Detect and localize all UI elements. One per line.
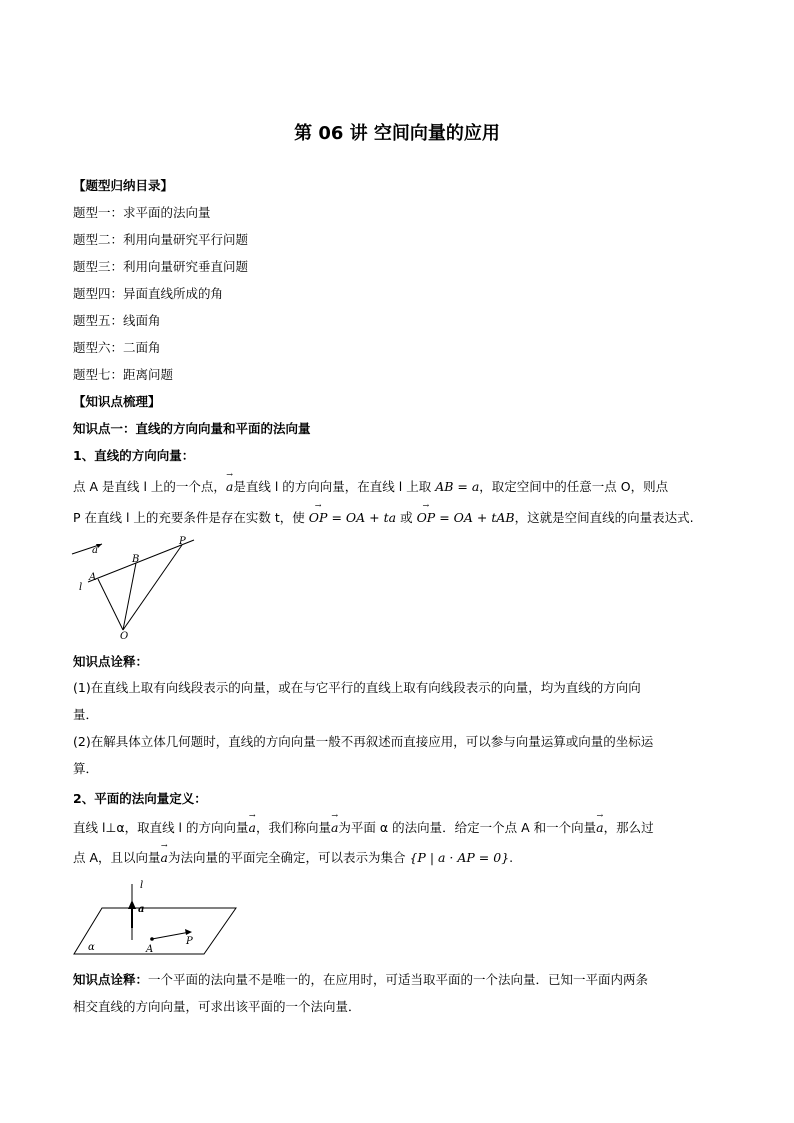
vector-a: → a — [161, 850, 168, 865]
text: ，这就是空间直线的向量表达式. — [514, 510, 694, 525]
label-l: l — [140, 880, 144, 891]
set-expression: {P | a · AP = 0} — [409, 850, 510, 865]
catalog-item-6: 题型六：二面角 — [73, 340, 161, 355]
vector-op: → OP — [417, 510, 436, 525]
text: 或 — [400, 510, 413, 525]
knowledge-point-1-title: 知识点一：直线的方向向量和平面的法向量 — [73, 421, 311, 436]
text: ，我们称向量 — [255, 820, 331, 835]
catalog-item-3: 题型三：利用向量研究垂直问题 — [73, 259, 249, 274]
text: 直线 l⊥α，取直线 l 的方向向量 — [73, 820, 249, 835]
subsection-1-title: 1、直线的方向向量： — [73, 448, 195, 463]
paragraph-line — [73, 508, 694, 526]
label-a-point: A — [146, 944, 154, 955]
catalog-item-5: 题型五：线面角 — [73, 313, 161, 328]
text: . — [509, 850, 514, 865]
equation-line-1: = OA + ta — [331, 510, 397, 525]
explain-3-label: 知识点诠释： — [73, 972, 149, 987]
catalog-item-7: 题型七：距离问题 — [73, 367, 174, 382]
explain-2 — [73, 728, 723, 782]
label-b: B — [132, 554, 140, 565]
vector-a: → a — [226, 479, 233, 494]
text: 为平面 α 的法向量．给定一个点 A 和一个向量 — [338, 820, 597, 835]
label-l: l — [79, 582, 83, 593]
label-p: P — [186, 936, 193, 947]
explain-label: 知识点诠释： — [73, 654, 149, 669]
equation-ab-a: AB = a — [435, 479, 480, 494]
paragraph-line — [73, 477, 668, 495]
label-alpha: α — [88, 942, 95, 953]
catalog-item-2: 题型二：利用向量研究平行问题 — [73, 232, 249, 247]
knowledge-heading: 【知识点梳理】 — [73, 394, 161, 409]
line-vector-figure — [70, 532, 200, 642]
explain-3-line-1: 一个平面的法向量不是唯一的，在应用时，可适当取平面的一个法向量．已知一平面内两条 — [148, 972, 649, 987]
vector-a: → a — [249, 820, 256, 835]
explain-2-line-1: (2)在解具体立体几何题时，直线的方向向量一般不再叙述而直接应用，可以参与向量运算或向量的坐标运 — [73, 734, 654, 749]
text: P 在直线 l 上的充要条件是存在实数 t，使 — [73, 510, 305, 525]
vector-a: → a — [596, 820, 603, 835]
explain-3 — [73, 966, 723, 1020]
explain-1-line-2: 量． — [73, 707, 99, 722]
label-a-point: A — [89, 572, 97, 583]
vector-a-arrowhead — [128, 900, 136, 909]
catalog-item-4: 题型四：异面直线所成的角 — [73, 286, 224, 301]
equation-line-2: = OA + tAB — [439, 510, 515, 525]
text: 点 A 是直线 l 上的一个点， — [73, 479, 226, 494]
text: ，那么过 — [603, 820, 654, 835]
normal-vector-figure — [72, 876, 242, 960]
explain-2-line-2: 算． — [73, 761, 99, 776]
paragraph-line — [73, 848, 513, 866]
label-p: P — [179, 536, 186, 547]
vector-ap-arrowhead — [185, 929, 192, 935]
plane-alpha — [74, 908, 236, 954]
paragraph-line — [73, 818, 654, 836]
page-title: 第 06 讲 空间向量的应用 — [294, 123, 500, 144]
label-a: a — [138, 904, 145, 915]
subsection-2-title: 2、平面的法向量定义： — [73, 791, 207, 806]
vector-op: → OP — [309, 510, 328, 525]
explain-3-line-2: 相交直线的方向向量，可求出该平面的一个法向量． — [73, 999, 361, 1014]
vector-a: → a — [331, 820, 338, 835]
text: ，取定空间中的任意一点 O，则点 — [479, 479, 669, 494]
explain-1-line-1: (1)在直线上取有向线段表示的向量，或在与它平行的直线上取有向线段表示的向量，均为直线的方向向 — [73, 680, 641, 695]
text: 是直线 l 的方向向量，在直线 l 上取 — [233, 479, 432, 494]
label-a: a — [92, 545, 98, 556]
catalog-heading: 【题型归纳目录】 — [73, 178, 174, 193]
vector-ap — [152, 932, 190, 939]
text: 点 A，且以向量 — [73, 850, 161, 865]
explain-1 — [73, 674, 723, 728]
text: 为法向量的平面完全确定，可以表示为集合 — [167, 850, 406, 865]
label-o: O — [120, 631, 129, 642]
catalog-item-1: 题型一：求平面的法向量 — [73, 205, 211, 220]
segment-oa — [98, 579, 123, 630]
